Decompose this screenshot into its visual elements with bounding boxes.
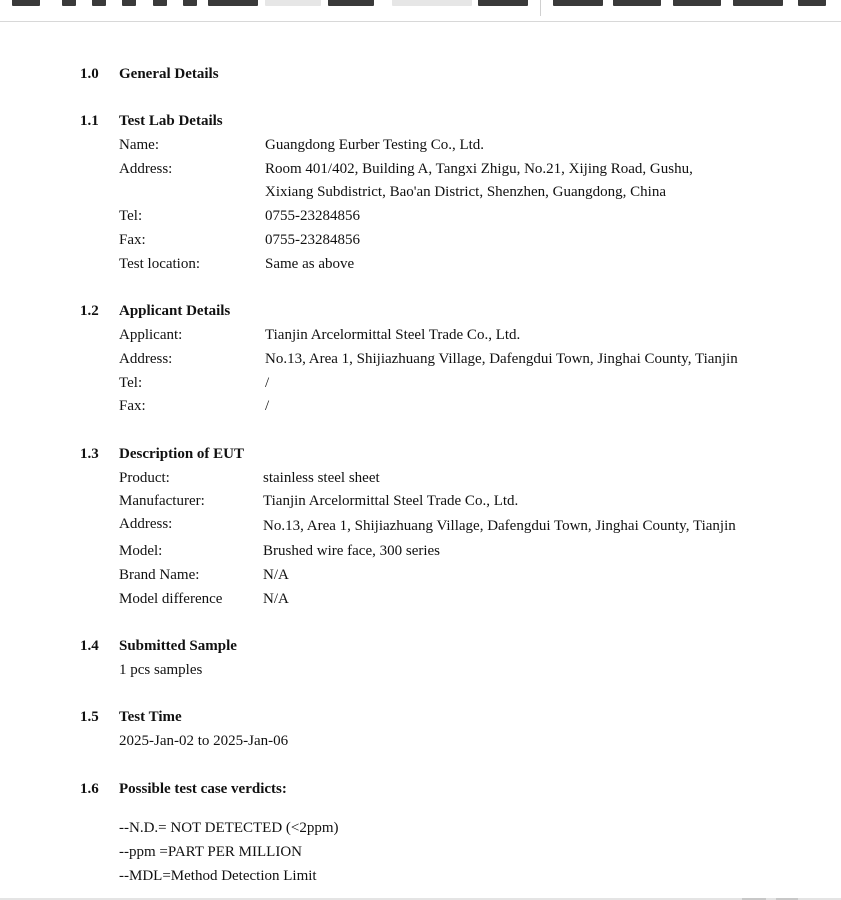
- field-value: /: [265, 375, 270, 391]
- toolbar-button[interactable]: [12, 0, 40, 6]
- toolbar-button-active[interactable]: [265, 0, 321, 6]
- field-label: Applicant:: [119, 327, 183, 343]
- toolbar-button[interactable]: [673, 0, 721, 6]
- field-value: No.13, Area 1, Shijiazhuang Village, Dafengdui Town, Jinghai County, Tianjin: [265, 351, 738, 367]
- field-label: Tel:: [119, 208, 143, 224]
- section-title: Description of EUT: [119, 446, 244, 462]
- field-value: Room 401/402, Building A, Tangxi Zhigu, No.21, Xijing Road, Gushu,: [265, 161, 693, 177]
- field-value: 0755-23284856: [265, 208, 360, 224]
- field-label: Address:: [119, 351, 173, 367]
- field-value: Same as above: [265, 256, 355, 272]
- field-value: Brushed wire face, 300 series: [263, 543, 441, 559]
- section-number: 1.6: [80, 781, 99, 797]
- field-label: Model:: [119, 543, 163, 559]
- toolbar-divider: [540, 0, 541, 16]
- toolbar-icon[interactable]: [153, 0, 167, 6]
- section-title: Test Lab Details: [119, 113, 223, 129]
- toolbar: [0, 0, 841, 22]
- field-label: Manufacturer:: [119, 493, 205, 509]
- toolbar-button-active[interactable]: [392, 0, 472, 6]
- field-value: Tianjin Arcelormittal Steel Trade Co., Ltd.: [265, 327, 521, 343]
- toolbar-icon[interactable]: [62, 0, 76, 6]
- field-label: Fax:: [119, 232, 146, 248]
- field-value: 0755-23284856: [265, 232, 360, 248]
- section-number: 1.4: [80, 638, 99, 654]
- section-number: 1.1: [80, 113, 99, 129]
- verdict-line: --MDL=Method Detection Limit: [119, 868, 317, 884]
- toolbar-button[interactable]: [733, 0, 783, 6]
- toolbar-button[interactable]: [553, 0, 603, 6]
- field-label: Fax:: [119, 398, 146, 414]
- section-number: 1.0: [80, 66, 99, 82]
- toolbar-icon[interactable]: [122, 0, 136, 6]
- verdict-line: --N.D.= NOT DETECTED (<2ppm): [119, 820, 339, 836]
- toolbar-button[interactable]: [328, 0, 374, 6]
- toolbar-button[interactable]: [613, 0, 661, 6]
- field-label: Name:: [119, 137, 159, 153]
- field-value: N/A: [263, 591, 289, 607]
- field-label: Model difference: [119, 591, 223, 607]
- toolbar-button[interactable]: [798, 0, 826, 6]
- toolbar-icon[interactable]: [183, 0, 197, 6]
- section-text: 2025-Jan-02 to 2025-Jan-06: [119, 733, 289, 749]
- verdict-line: --ppm =PART PER MILLION: [119, 844, 302, 860]
- toolbar-button[interactable]: [478, 0, 528, 6]
- section-title: General Details: [119, 66, 219, 82]
- section-number: 1.2: [80, 303, 99, 319]
- field-label: Brand Name:: [119, 567, 200, 583]
- toolbar-button[interactable]: [208, 0, 258, 6]
- section-number: 1.5: [80, 709, 99, 725]
- section-title: Applicant Details: [119, 303, 231, 319]
- section-text: 1 pcs samples: [119, 662, 203, 678]
- field-value: /: [265, 398, 270, 414]
- field-value-continued: Xixiang Subdistrict, Bao'an District, Shenzhen, Guangdong, China: [265, 184, 666, 200]
- field-value: No.13, Area 1, Shijiazhuang Village, Dafengdui Town, Jinghai County, Tianjin: [263, 518, 736, 534]
- section-title: Possible test case verdicts:: [119, 781, 287, 797]
- field-label: Test location:: [119, 256, 201, 272]
- field-label: Address:: [119, 161, 173, 177]
- field-label: Product:: [119, 470, 170, 486]
- toolbar-icon[interactable]: [92, 0, 106, 6]
- field-value: Tianjin Arcelormittal Steel Trade Co., Ltd.: [263, 493, 519, 509]
- field-value: stainless steel sheet: [263, 470, 380, 486]
- section-number: 1.3: [80, 446, 99, 462]
- section-title: Submitted Sample: [119, 638, 237, 654]
- field-label: Tel:: [119, 375, 143, 391]
- field-label: Address:: [119, 516, 173, 532]
- document-page: [0, 22, 841, 898]
- field-value: N/A: [263, 567, 289, 583]
- section-title: Test Time: [119, 709, 182, 725]
- field-value: Guangdong Eurber Testing Co., Ltd.: [265, 137, 485, 153]
